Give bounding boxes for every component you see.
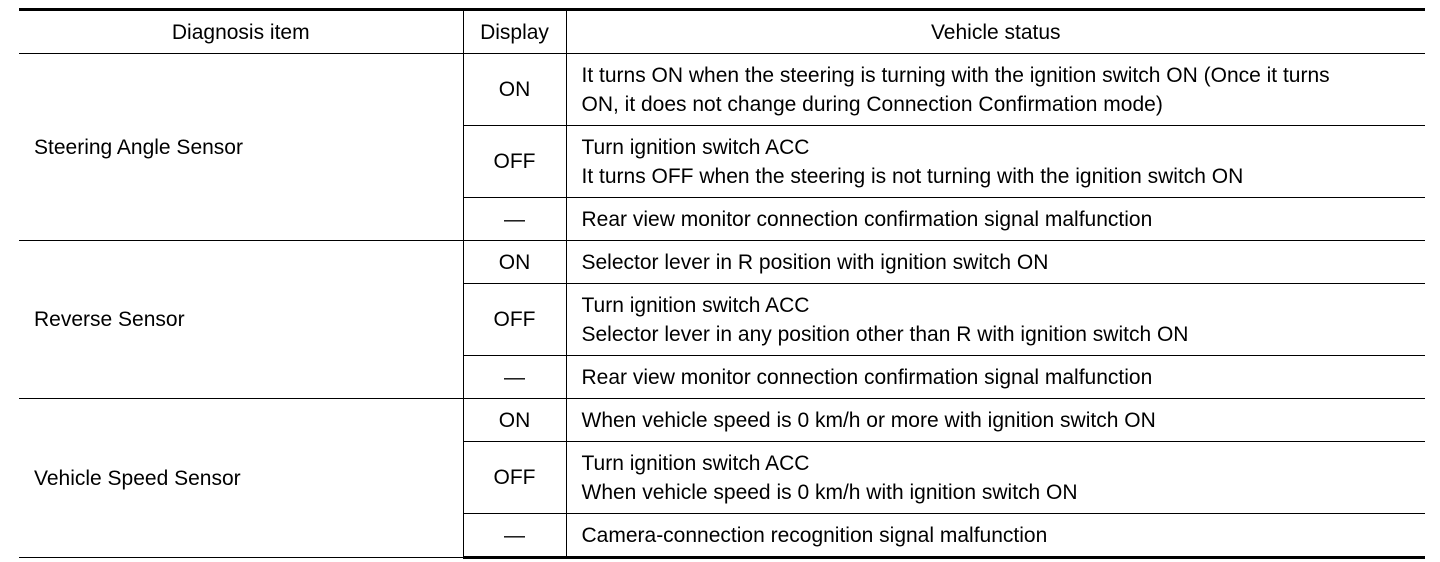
header-diagnosis-item: Diagnosis item	[19, 10, 463, 54]
vehicle-status-line: When vehicle speed is 0 km/h or more with ignition switch ON	[581, 408, 1156, 432]
vehicle-status-line: Selector lever in R position with ignition switch ON	[581, 250, 1049, 274]
diagnosis-table	[19, 8, 1425, 559]
vehicle-status-cell	[566, 284, 1425, 356]
vehicle-status-line: Selector lever in any position other than R with ignition switch ON	[581, 322, 1189, 346]
table-row	[19, 399, 1425, 442]
display-value: ON	[463, 399, 566, 442]
vehicle-status-cell	[566, 399, 1425, 442]
diagnosis-item-steering-angle-sensor: Steering Angle Sensor	[19, 54, 463, 241]
vehicle-status-line: It turns OFF when the steering is not turning with the ignition switch ON	[581, 164, 1244, 188]
table-row	[19, 54, 1425, 126]
vehicle-status-line: Camera-connection recognition signal malfunction	[581, 523, 1048, 547]
diagnosis-item-vehicle-speed-sensor: Vehicle Speed Sensor	[19, 399, 463, 558]
vehicle-status-cell	[566, 514, 1425, 558]
vehicle-status-line: Rear view monitor connection confirmation signal malfunction	[581, 207, 1153, 231]
vehicle-status-cell	[566, 126, 1425, 198]
vehicle-status-line: Turn ignition switch ACC	[581, 135, 810, 159]
display-value: OFF	[463, 442, 566, 514]
vehicle-status-cell	[566, 54, 1425, 126]
header-display: Display	[463, 10, 566, 54]
vehicle-status-cell	[566, 241, 1425, 284]
display-value: ON	[463, 241, 566, 284]
display-value: —	[463, 198, 566, 241]
vehicle-status-line: It turns ON when the steering is turning with the ignition switch ON (Once it turns	[581, 63, 1330, 87]
vehicle-status-line: When vehicle speed is 0 km/h with ignition switch ON	[581, 480, 1078, 504]
display-value: —	[463, 356, 566, 399]
vehicle-status-cell	[566, 442, 1425, 514]
display-value: OFF	[463, 126, 566, 198]
diagnosis-item-reverse-sensor: Reverse Sensor	[19, 241, 463, 399]
vehicle-status-line: Turn ignition switch ACC	[581, 293, 810, 317]
display-value: ON	[463, 54, 566, 126]
vehicle-status-line: Turn ignition switch ACC	[581, 451, 810, 475]
vehicle-status-line: ON, it does not change during Connection Confirmation mode)	[581, 92, 1163, 116]
display-value: —	[463, 514, 566, 558]
header-vehicle-status: Vehicle status	[566, 10, 1425, 54]
vehicle-status-line: Rear view monitor connection confirmation signal malfunction	[581, 365, 1153, 389]
vehicle-status-cell	[566, 356, 1425, 399]
header-row	[19, 10, 1425, 54]
table-row	[19, 241, 1425, 284]
display-value: OFF	[463, 284, 566, 356]
vehicle-status-cell	[566, 198, 1425, 241]
